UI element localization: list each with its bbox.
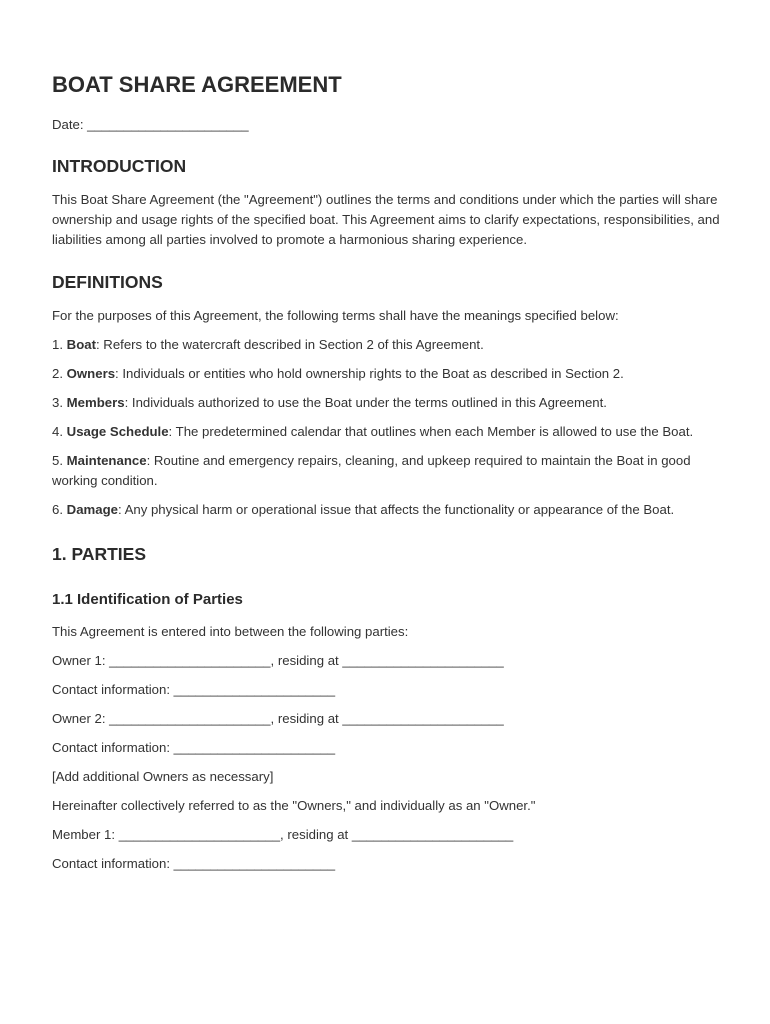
definition-item (52, 335, 722, 355)
parties-lines (52, 622, 722, 874)
party-line: Contact information: ______________________ (52, 682, 336, 697)
definition-text: : Any physical harm or operational issue that affects the functionality or appearance of the Boat. (117, 502, 675, 517)
party-line: Member 1: ______________________, residing at ______________________ (52, 827, 514, 842)
definition-num: 3. (52, 395, 67, 410)
party-line: Hereinafter collectively referred to as the "Owners," and individually as an "Owner." (52, 798, 536, 813)
definition-num: 6. (52, 502, 67, 517)
definition-item (52, 364, 722, 384)
definition-text: : Routine and emergency repairs, cleaning, and upkeep required to maintain the Boat in good working condition. (52, 453, 691, 488)
introduction-text: This Boat Share Agreement (the "Agreement") outlines the terms and conditions under which the parties will share ownership and usage rights of the specified boat. This Agreement aims to clarify expectations, responsibilities, and liabilities among all parties involved to promote a harmonious sharing experience. (52, 192, 720, 247)
party-line: Contact information: ______________________ (52, 856, 336, 871)
definitions-intro: For the purposes of this Agreement, the following terms shall have the meanings specified below: (52, 308, 619, 323)
definition-text: : Individuals authorized to use the Boat under the terms outlined in this Agreement. (124, 395, 607, 410)
identification-subheading: 1.1 Identification of Parties (52, 591, 243, 608)
definition-item (52, 451, 722, 491)
definition-term: Members (66, 395, 125, 410)
definition-num: 4. (52, 424, 67, 439)
definition-num: 5. (52, 453, 67, 468)
definition-text: : Refers to the watercraft described in Section 2 of this Agreement. (95, 337, 484, 352)
party-line: Owner 2: ______________________, residing at ______________________ (52, 711, 504, 726)
definition-item (52, 393, 722, 413)
definition-text: : The predetermined calendar that outlines when each Member is allowed to use the Boat. (168, 424, 694, 439)
party-line: [Add additional Owners as necessary] (52, 769, 274, 784)
definition-num: 2. (52, 366, 67, 381)
document-page (52, 72, 722, 883)
definition-term: Maintenance (66, 453, 147, 468)
introduction-heading: INTRODUCTION (52, 156, 187, 176)
definition-term: Owners (66, 366, 116, 381)
party-line: This Agreement is entered into between the following parties: (52, 624, 409, 639)
definition-item (52, 500, 722, 520)
definition-term: Boat (66, 337, 96, 352)
parties-heading: 1. PARTIES (52, 544, 147, 564)
document-title: BOAT SHARE AGREEMENT (52, 72, 342, 97)
definitions-list (52, 335, 722, 520)
party-line: Contact information: ______________________ (52, 740, 336, 755)
definition-item (52, 422, 722, 442)
date-line: Date: ______________________ (52, 117, 249, 132)
definition-text: : Individuals or entities who hold ownership rights to the Boat as described in Section 2. (115, 366, 624, 381)
definition-term: Usage Schedule (66, 424, 169, 439)
definition-term: Damage (66, 502, 118, 517)
party-line: Owner 1: ______________________, residing at ______________________ (52, 653, 504, 668)
definition-num: 1. (52, 337, 67, 352)
definitions-heading: DEFINITIONS (52, 272, 163, 292)
